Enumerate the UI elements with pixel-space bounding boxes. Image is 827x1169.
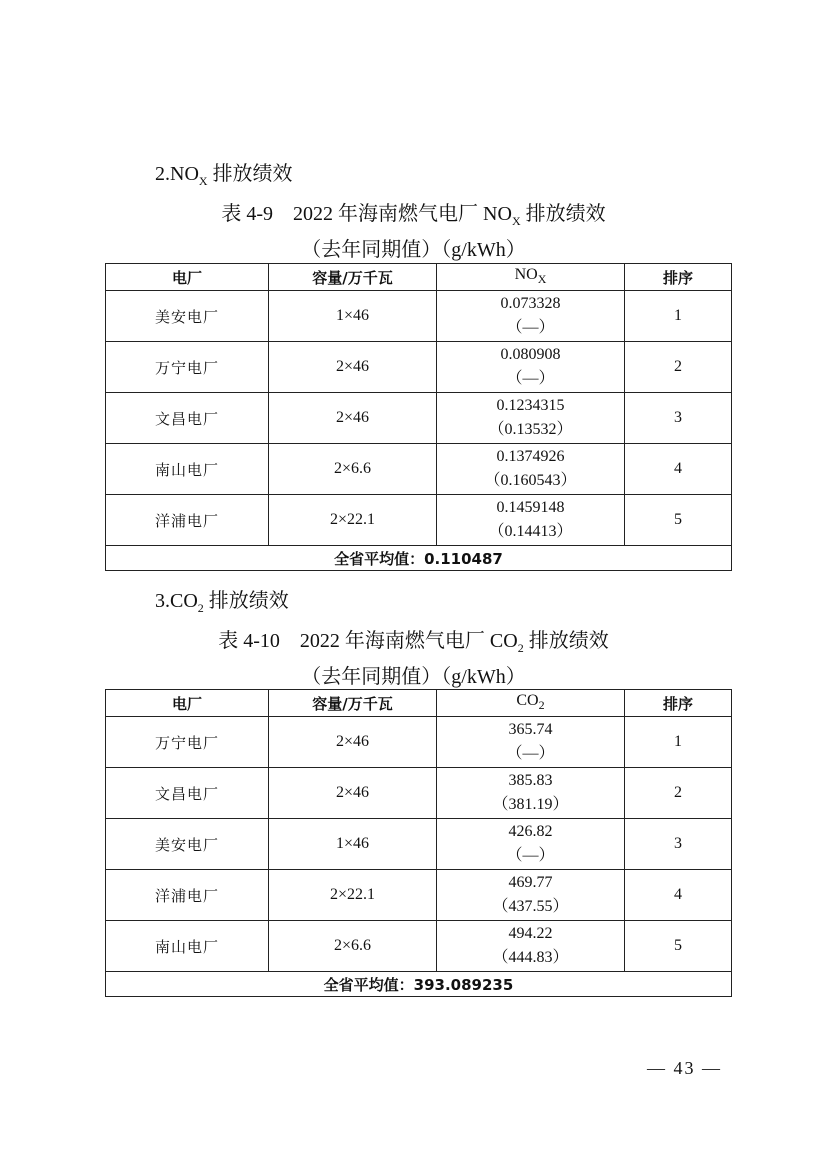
cell-value <box>437 495 625 546</box>
heading-text: 3.CO <box>155 590 198 612</box>
cell-capacity: 2×46 <box>269 342 437 393</box>
value-previous: （—） <box>506 319 555 336</box>
table-row <box>106 495 732 546</box>
cell-plant: 美安电厂 <box>106 819 269 870</box>
cell-rank: 1 <box>625 291 732 342</box>
section-heading-nox <box>155 157 293 189</box>
heading-text: 排放绩效 <box>203 590 289 612</box>
cell-plant: 美安电厂 <box>106 291 269 342</box>
cell-rank: 5 <box>625 495 732 546</box>
cell-capacity: 2×46 <box>269 393 437 444</box>
value-current: 0.1234315 <box>496 397 565 414</box>
table-average-row <box>106 546 732 571</box>
table-row <box>106 870 732 921</box>
value-previous: （437.55） <box>492 898 569 915</box>
cell-capacity: 1×46 <box>269 291 437 342</box>
value-current: 0.1459148 <box>496 499 565 516</box>
value-previous: （—） <box>506 847 555 864</box>
cell-rank: 3 <box>625 819 732 870</box>
cell-rank: 2 <box>625 768 732 819</box>
cell-value <box>437 819 625 870</box>
header-capacity: 容量/万千瓦 <box>269 264 437 291</box>
table-row <box>106 393 732 444</box>
caption-text: 表 4-9 2022 年海南燃气电厂 NO <box>221 203 512 225</box>
section-heading-co2 <box>155 584 289 616</box>
cell-value <box>437 717 625 768</box>
caption-text: 排放绩效 <box>523 630 609 652</box>
header-plant: 电厂 <box>106 264 269 291</box>
value-current: 426.82 <box>508 823 553 840</box>
cell-plant: 洋浦电厂 <box>106 495 269 546</box>
caption-text: 排放绩效 <box>520 203 606 225</box>
cell-value <box>437 291 625 342</box>
value-previous: （0.13532） <box>488 421 573 438</box>
value-previous: （444.83） <box>492 949 569 966</box>
cell-value <box>437 444 625 495</box>
cell-rank: 5 <box>625 921 732 972</box>
cell-capacity: 2×46 <box>269 717 437 768</box>
value-previous: （0.160543） <box>484 472 577 489</box>
cell-value <box>437 393 625 444</box>
caption-subscript: 2 <box>517 641 524 655</box>
table-row <box>106 819 732 870</box>
heading-subscript: 2 <box>197 601 204 615</box>
table-row <box>106 921 732 972</box>
cell-plant: 南山电厂 <box>106 921 269 972</box>
table-caption-nox <box>0 197 827 229</box>
cell-plant: 洋浦电厂 <box>106 870 269 921</box>
cell-plant: 南山电厂 <box>106 444 269 495</box>
header-rank: 排序 <box>625 264 732 291</box>
value-current: 494.22 <box>508 925 553 942</box>
value-current: 365.74 <box>508 721 553 738</box>
value-current: 0.1374926 <box>496 448 565 465</box>
header-rank: 排序 <box>625 690 732 717</box>
value-previous: （—） <box>506 370 555 387</box>
metric-text: CO <box>516 692 539 710</box>
value-previous: （0.14413） <box>488 523 573 540</box>
value-current: 469.77 <box>508 874 553 891</box>
cell-plant: 文昌电厂 <box>106 768 269 819</box>
cell-capacity: 2×6.6 <box>269 444 437 495</box>
value-previous: （381.19） <box>492 796 569 813</box>
header-metric <box>437 690 625 717</box>
table-row <box>106 768 732 819</box>
province-average: 全省平均值：393.089235 <box>106 972 732 997</box>
table-row <box>106 444 732 495</box>
metric-subscript: 2 <box>538 698 545 713</box>
cell-capacity: 2×46 <box>269 768 437 819</box>
cell-capacity: 2×22.1 <box>269 870 437 921</box>
cell-plant: 文昌电厂 <box>106 393 269 444</box>
co2-table <box>105 689 732 997</box>
cell-value <box>437 342 625 393</box>
caption-subscript: X <box>511 214 521 228</box>
table-average-row <box>106 972 732 997</box>
table-unit-co2: （去年同期值）（g/kWh） <box>301 666 526 688</box>
table-header-row <box>106 264 732 291</box>
cell-plant: 万宁电厂 <box>106 717 269 768</box>
cell-rank: 3 <box>625 393 732 444</box>
value-current: 0.073328 <box>500 295 561 312</box>
heading-text: 排放绩效 <box>207 163 293 185</box>
nox-table <box>105 263 732 571</box>
page-number: — 43 — <box>647 1058 722 1078</box>
table-caption-co2 <box>0 624 827 656</box>
heading-text: 2.NO <box>155 163 199 185</box>
cell-capacity: 2×6.6 <box>269 921 437 972</box>
metric-subscript: X <box>537 272 547 287</box>
province-average: 全省平均值：0.110487 <box>106 546 732 571</box>
cell-plant: 万宁电厂 <box>106 342 269 393</box>
cell-value <box>437 768 625 819</box>
table-row <box>106 717 732 768</box>
cell-rank: 4 <box>625 870 732 921</box>
metric-text: NO <box>514 266 538 284</box>
cell-capacity: 2×22.1 <box>269 495 437 546</box>
cell-value <box>437 870 625 921</box>
heading-subscript: X <box>198 174 208 188</box>
table-header-row <box>106 690 732 717</box>
header-plant: 电厂 <box>106 690 269 717</box>
table-row <box>106 291 732 342</box>
caption-text: 表 4-10 2022 年海南燃气电厂 CO <box>218 630 518 652</box>
header-capacity: 容量/万千瓦 <box>269 690 437 717</box>
cell-rank: 2 <box>625 342 732 393</box>
cell-rank: 1 <box>625 717 732 768</box>
value-current: 0.080908 <box>500 346 561 363</box>
value-previous: （—） <box>506 745 555 762</box>
value-current: 385.83 <box>508 772 553 789</box>
cell-capacity: 1×46 <box>269 819 437 870</box>
table-unit-nox: （去年同期值）（g/kWh） <box>301 239 526 261</box>
table-row <box>106 342 732 393</box>
header-metric <box>437 264 625 291</box>
cell-value <box>437 921 625 972</box>
cell-rank: 4 <box>625 444 732 495</box>
